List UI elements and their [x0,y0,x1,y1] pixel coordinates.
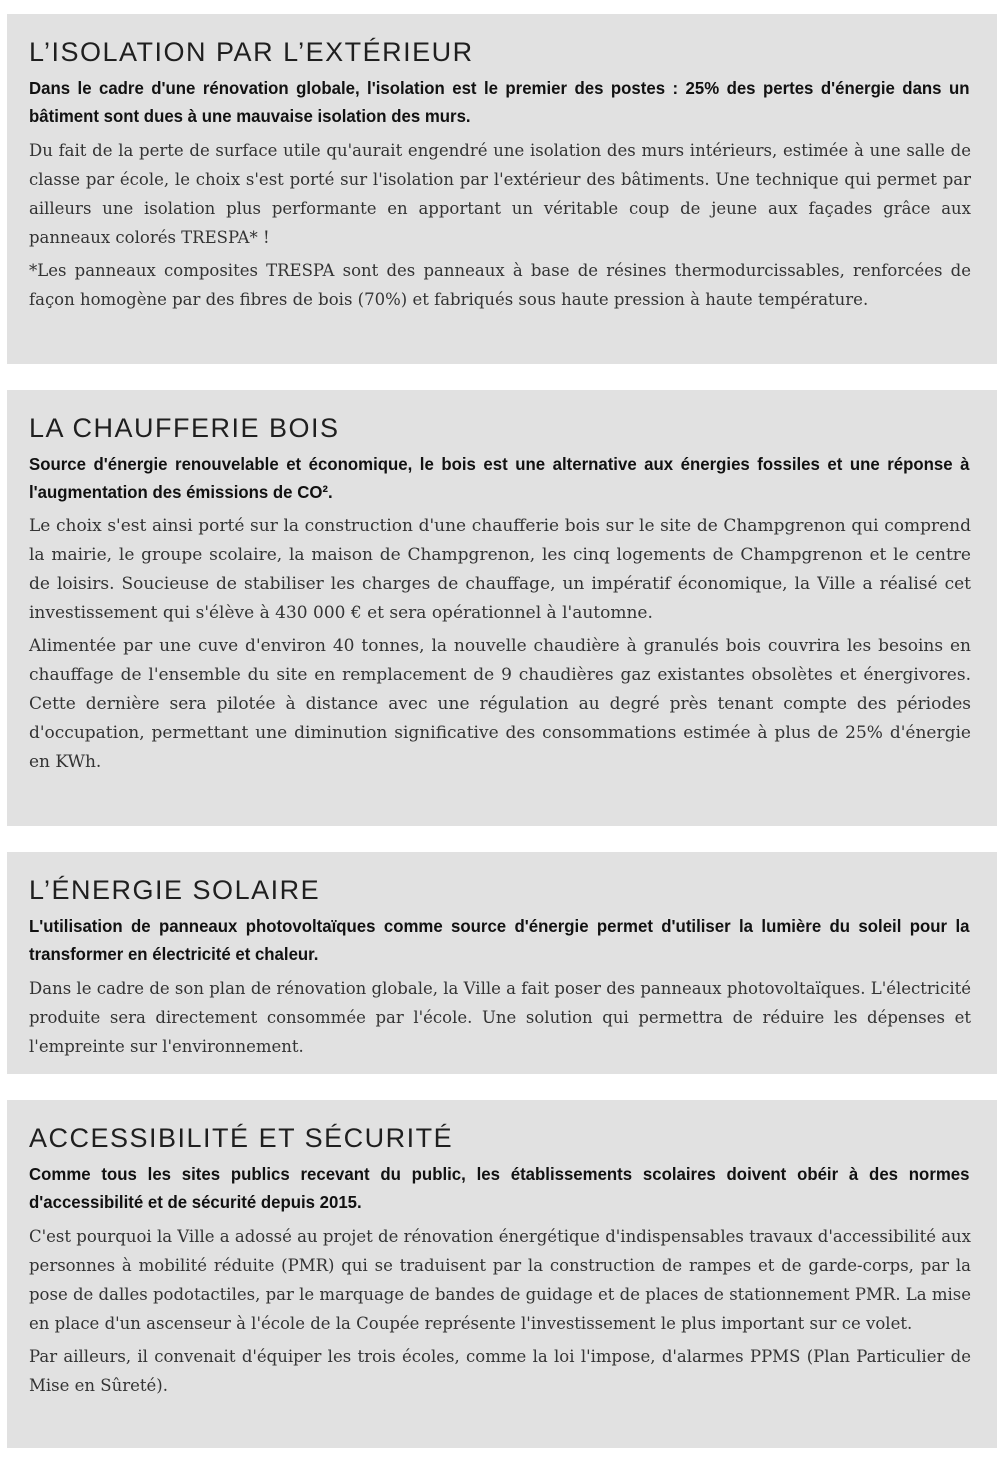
section-title: LA CHAUFFERIE BOIS [29,413,340,443]
section-footnote: *Les panneaux composites TRESPA sont des panneaux à base de résines thermodurcissables, renforcées de façon homogène par des fibres de bois (70%) et fabriqués sous haute pression à haute température. [29,261,971,309]
section-lead: Source d'énergie renouvelable et économique, le bois est une alternative aux énergies fossiles et une réponse à l'augmentation des émissions de CO². [29,454,970,502]
section-accessibilite-securite [7,1100,997,1448]
section-lead: Comme tous les sites publics recevant du public, les établissements scolaires doivent obéir à des normes d'accessibilité et de sécurité depuis 2015. [29,1164,970,1212]
section-paragraph: C'est pourquoi la Ville a adossé au projet de rénovation énergétique d'indispensables travaux d'accessibilité aux personnes à mobilité réduite (PMR) qui se traduisent par la construction de rampes et de garde-corps, par la pose de dalles podotactiles, par le marquage de bandes de guidage et de places de stationnement PMR. La mise en place d'un ascenseur à l'école de la Coupée représente l'investissement le plus important sur ce volet. [29,1227,972,1333]
section-paragraph: Alimentée par une cuve d'environ 40 tonnes, la nouvelle chaudière à granulés bois couvrira les besoins en chauffage de l'ensemble du site en remplacement de 9 chaudières gaz existantes obsolètes et énergivores. Cette dernière sera pilotée à distance avec une régulation au degré près tenant compte des périodes d'occupation, permettant une diminution significative des consommations estimée à plus de 25% d'énergie en KWh. [29,636,971,772]
section-paragraph: Par ailleurs, il convenait d'équiper les trois écoles, comme la loi l'impose, d'alarmes PPMS (Plan Particulier de Mise en Sûreté). [29,1347,971,1395]
section-title: L’ISOLATION PAR L’EXTÉRIEUR [29,37,474,67]
section-lead: Dans le cadre d'une rénovation globale, l'isolation est le premier des postes : 25% des pertes d'énergie dans un bâtiment sont dues à une mauvaise isolation des murs. [29,78,970,126]
section-paragraph: Dans le cadre de son plan de rénovation globale, la Ville a fait poser des panneaux photovoltaïques. L'électricité produite sera directement consommée par l'école. Une solution qui permettra de réduire les dépenses et l'empreinte sur l'environnement. [29,979,971,1056]
section-title: ACCESSIBILITÉ ET SÉCURITÉ [29,1123,454,1153]
section-lead: L'utilisation de panneaux photovoltaïques comme source d'énergie permet d'utiliser la lumière du soleil pour la transformer en électricité et chaleur. [29,916,970,964]
section-chaufferie-bois [7,390,997,826]
section-isolation [7,14,997,364]
section-title: L’ÉNERGIE SOLAIRE [29,875,321,905]
section-paragraph: Du fait de la perte de surface utile qu'aurait engendré une isolation des murs intérieurs, estimée à une salle de classe par école, le choix s'est porté sur l'isolation par l'extérieur des bâtiments. Une technique qui permet par ailleurs une isolation plus performante en apportant un véritable coup de jeune aux façades grâce aux panneaux colorés TRESPA* ! [29,141,971,247]
section-paragraph: Le choix s'est ainsi porté sur la construction d'une chaufferie bois sur le site de Champgrenon qui comprend la mairie, le groupe scolaire, la maison de Champgrenon, les cinq logements de Champgrenon et le centre de loisirs. Soucieuse de stabiliser les charges de chauffage, un impératif économique, la Ville a réalisé cet investissement qui s'élève à 430 000 € et sera opérationnel à l'automne. [29,516,971,623]
section-energie-solaire [7,852,997,1074]
